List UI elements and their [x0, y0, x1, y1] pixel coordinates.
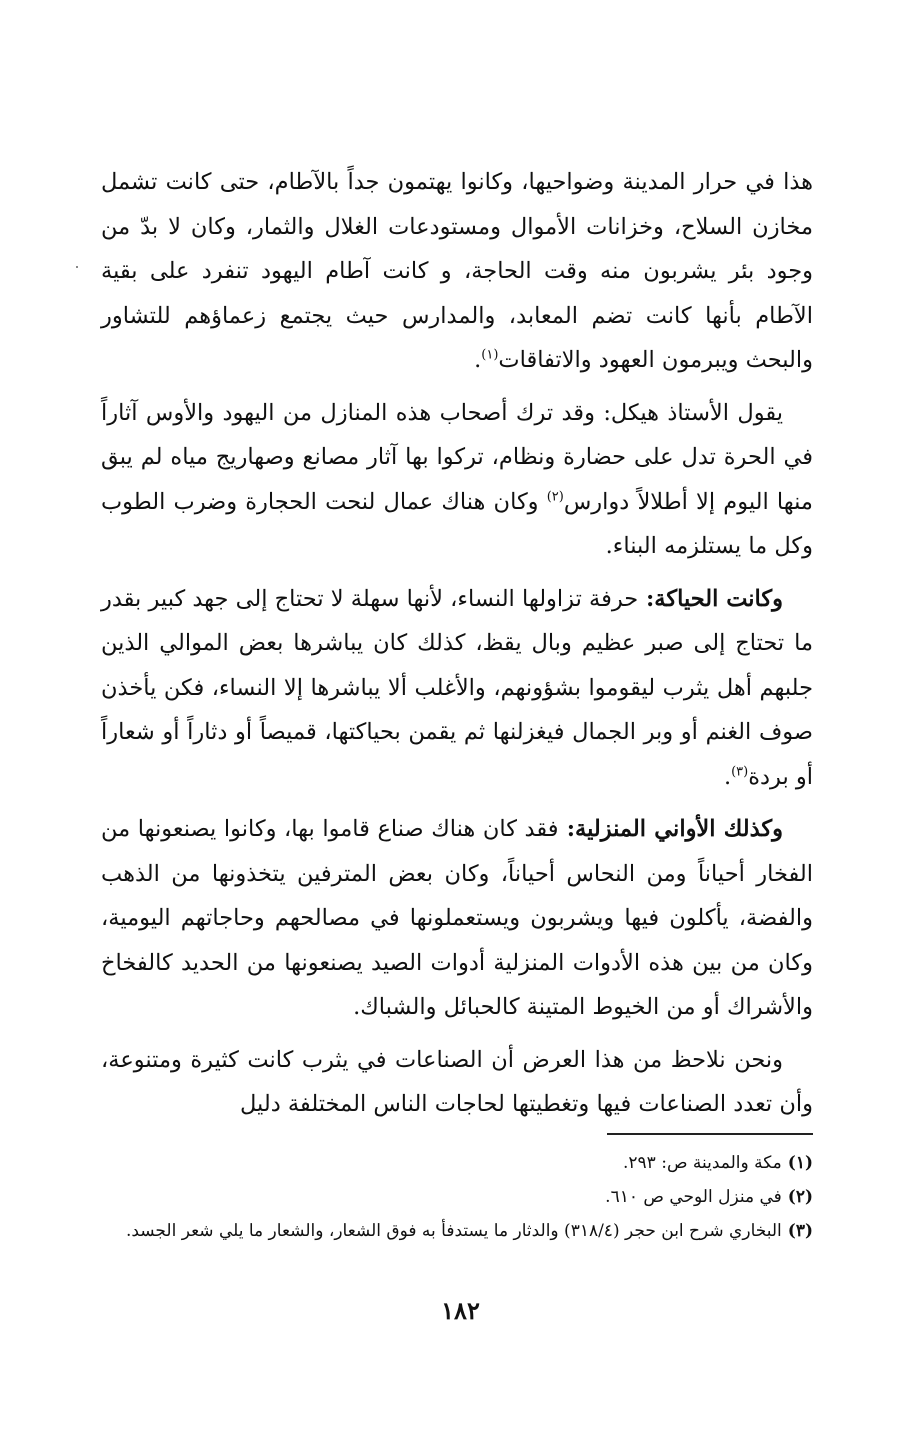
footnotes	[101, 1148, 813, 1250]
paragraph-3-tail: .	[723, 763, 732, 790]
footnote-1	[101, 1148, 813, 1178]
margin-mark	[76, 266, 78, 268]
paragraph-5	[101, 1038, 813, 1127]
paragraph-3-lead: وكانت الحياكة:	[638, 585, 783, 612]
paragraph-2-text: يقول الأستاذ هيكل: وقد ترك أصحاب هذه المنازل من اليهود والأوس آثاراً في الحرة تدل على حضارة ونظام، تركوا بها آثار مصانع وصهاريج مياه لم يبق منها اليوم إلا أطلالاً دوارس	[101, 399, 813, 515]
page-number: ١٨٢	[441, 1296, 480, 1325]
footnote-3-text: البخاري شرح ابن حجر (٣١٨/٤) والدثار ما يستدفأ به فوق الشعار، والشعار ما يلي شعر الجسد.	[125, 1221, 782, 1241]
paragraph-1-tail: .	[474, 347, 482, 373]
paragraph-5-text: ونحن نلاحظ من هذا العرض أن الصناعات في يثرب كانت كثيرة ومتنوعة، وأن تعدد الصناعات فيها وتغطيتها لحاجات الناس المختلفة دليل	[101, 1046, 813, 1117]
footnote-1-number: (١)	[787, 1153, 813, 1173]
footnote-divider	[607, 1133, 813, 1135]
footnote-3-number: (٣)	[787, 1221, 813, 1241]
footnote-2-number: (٢)	[787, 1187, 813, 1207]
footnote-2	[101, 1182, 813, 1212]
paragraph-2	[101, 391, 813, 569]
paragraph-3-text: حرفة تزاولها النساء، لأنها سهلة لا تحتاج إلى جهد كبير بقدر ما تحتاج إلى صبر عظيم وبال يقظ، كذلك كان يباشرها بعض الموالي الذين جلبهم أهل يثرب ليقوموا بشؤونهم، والأغلب ألا يباشرها إلا النساء، فكن يأخذن صوف الغنم أو وبر الجمال فيغزلنها ثم يقمن بحياكتها، قميصاً أو دثاراً أو شعاراً أو بردة	[101, 585, 813, 790]
footnote-3	[101, 1216, 813, 1246]
paragraph-1	[101, 160, 813, 383]
footnote-ref-2[interactable]: (٢)	[546, 489, 564, 504]
footnote-ref-3[interactable]: (٣)	[731, 764, 749, 779]
paragraph-4-text: فقد كان هناك صناع قاموا بها، وكانوا يصنعونها من الفخار أحياناً ومن النحاس أحياناً، وكان بعض المترفين يتخذونها من الذهب والفضة، يأكلون فيها ويشربون ويستعملونها في مصالحهم وحاجاتهم اليومية، وكان من بين هذه الأدوات المنزلية أدوات الصيد يصنعونها من الحديد كالفخاخ والأشراك أو من الخيوط المتينة كالحبائل والشباك.	[101, 816, 813, 1020]
paragraph-4-lead: وكذلك الأواني المنزلية:	[558, 816, 783, 842]
paragraph-1-text: هذا في حرار المدينة وضواحيها، وكانوا يهتمون جداً بالآطام، حتى كانت تشمل مخازن السلاح، وخزانات الأموال ومستودعات الغلال والثمار، وكان لا بدّ من وجود بئر يشربون منه وقت الحاجة، و كانت آطام اليهود تنفرد على بقية الآطام بأنها كانت تضم المعابد، والمدارس حيث يجتمع زعماؤهم للتشاور والبحث ويبرمون العهود والاتفاقات	[101, 169, 813, 373]
main-text	[101, 160, 813, 1135]
paragraph-3	[101, 577, 813, 800]
footnote-1-text: مكة والمدينة ص: ٢٩٣.	[623, 1153, 782, 1173]
paragraph-4	[101, 807, 813, 1030]
paragraph-2-tail: وكان هناك عمال لنحت الحجارة وضرب الطوب وكل ما يستلزمه البناء.	[101, 488, 813, 559]
footnote-2-text: في منزل الوحي ص ٦١٠.	[605, 1187, 782, 1207]
footnote-ref-1[interactable]: (١)	[481, 347, 499, 363]
